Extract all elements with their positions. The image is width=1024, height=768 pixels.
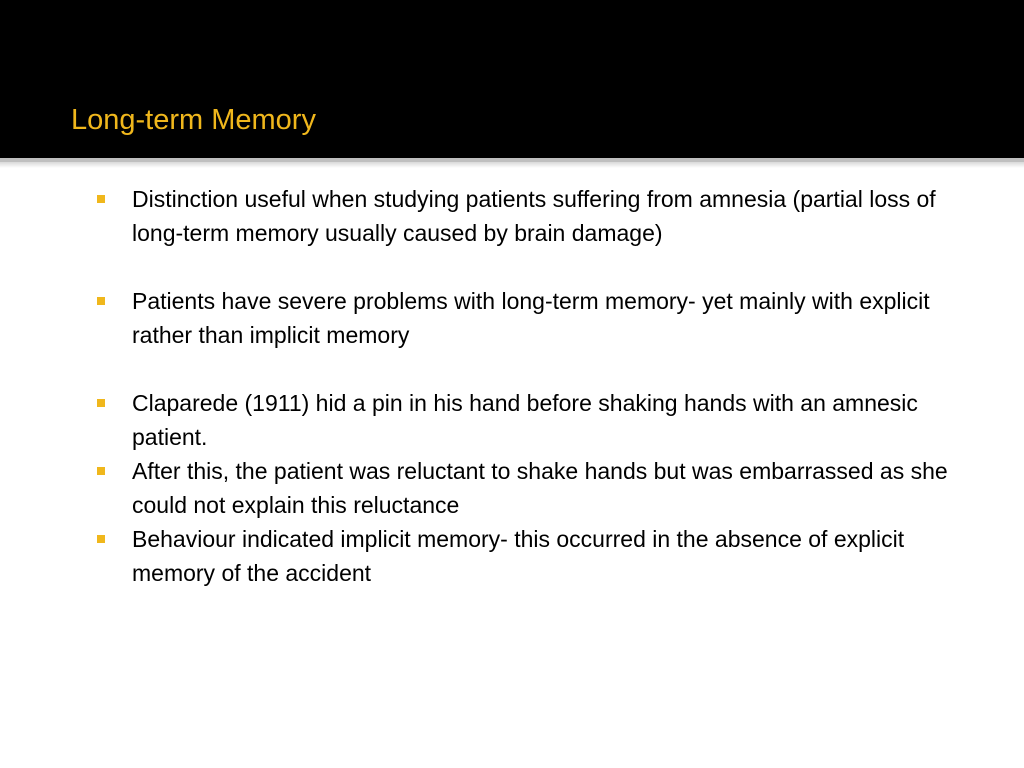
bullet-text: Patients have severe problems with long-term memory- yet mainly with explicit rather than implicit memory (132, 288, 930, 348)
bullet-item (97, 284, 957, 352)
bullet-list (97, 182, 957, 590)
square-bullet-icon (97, 297, 105, 305)
slide-title: Long-term Memory (71, 104, 316, 136)
bullet-text: Claparede (1911) hid a pin in his hand before shaking hands with an amnesic patient. (132, 390, 918, 450)
bullet-text: Behaviour indicated implicit memory- this occurred in the absence of explicit memory of the accident (132, 526, 905, 586)
bullet-text: After this, the patient was reluctant to shake hands but was embarrassed as she could not explain this reluctance (132, 458, 948, 518)
title-divider-shadow (0, 162, 1024, 168)
square-bullet-icon (97, 467, 105, 475)
square-bullet-icon (97, 195, 105, 203)
bullet-item (97, 454, 957, 522)
square-bullet-icon (97, 535, 105, 543)
bullet-item (97, 522, 957, 590)
bullet-text: Distinction useful when studying patients suffering from amnesia (partial loss of long-term memory usually caused by brain damage) (132, 186, 936, 246)
bullet-item (97, 182, 957, 250)
bullet-item (97, 386, 957, 454)
square-bullet-icon (97, 399, 105, 407)
